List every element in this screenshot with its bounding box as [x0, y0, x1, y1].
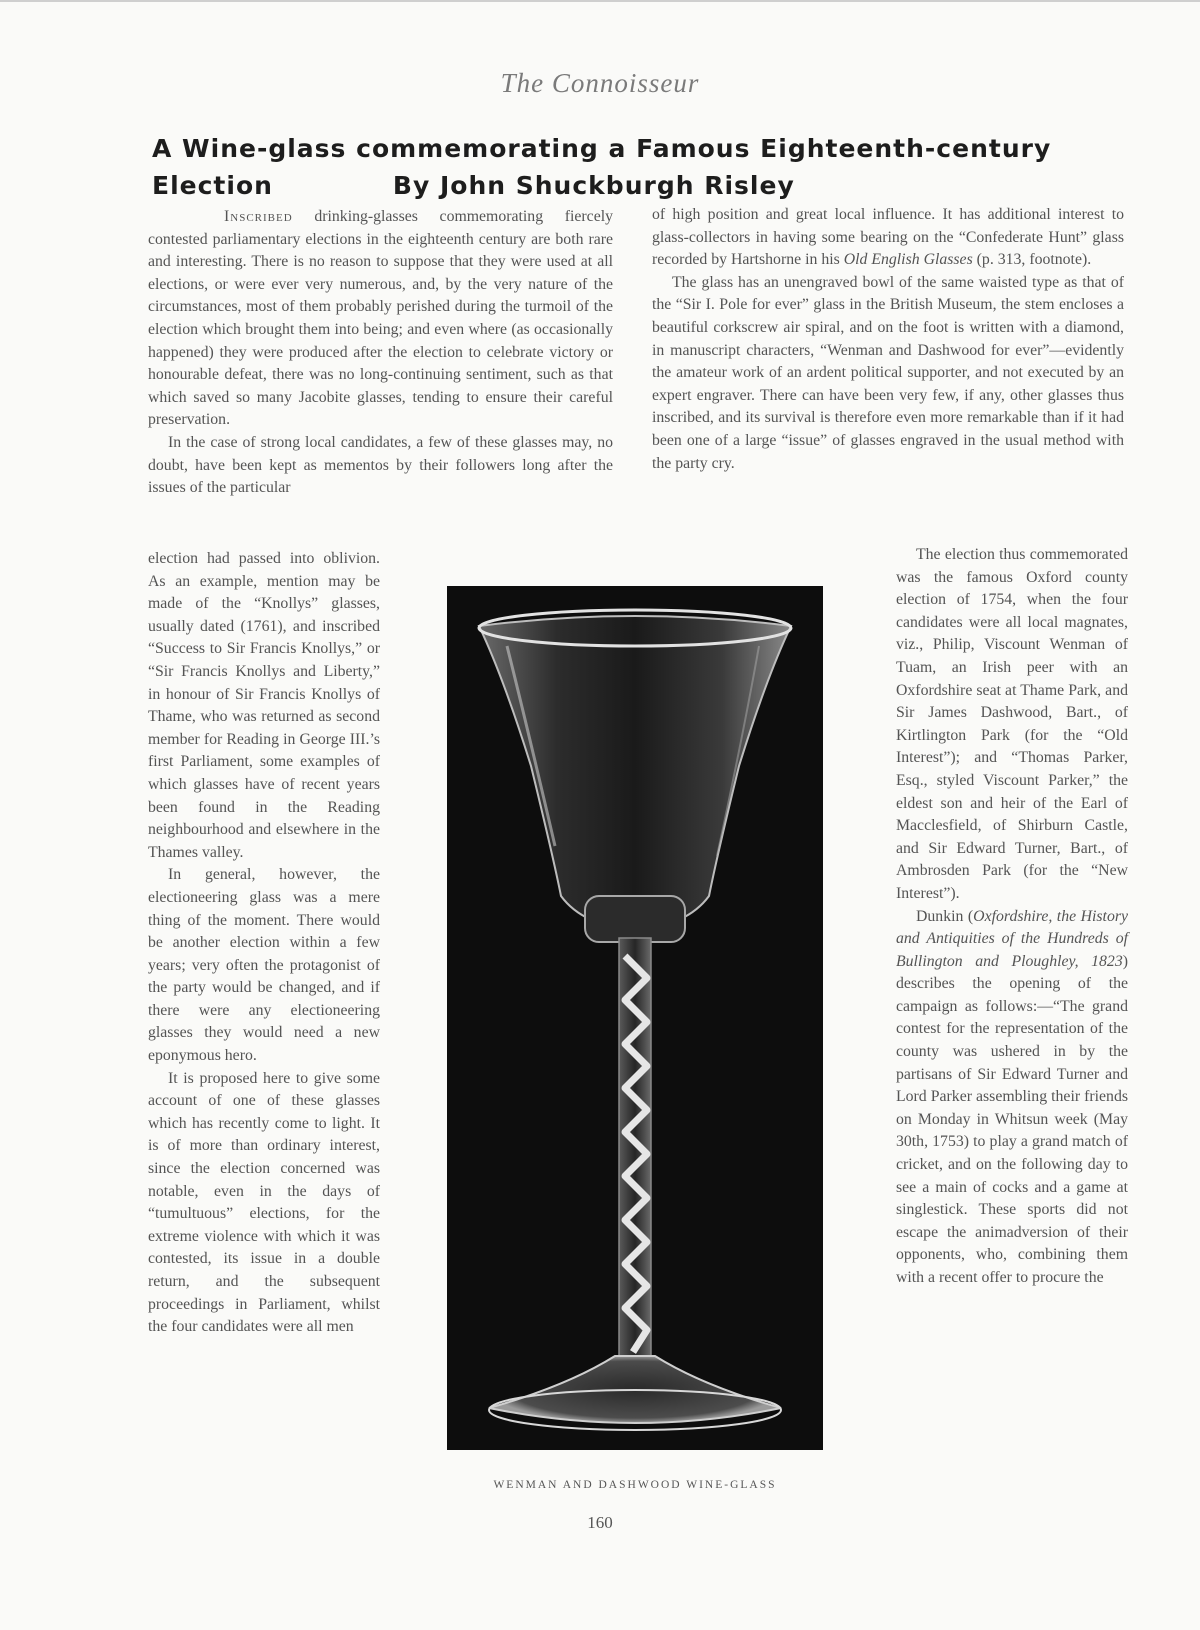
right-paragraph-2: The glass has an unengraved bowl of the same waisted type as that of the “Sir I. Pole for ever” glass in the British Museum, the stem encloses a beautiful corkscrew air spiral, and on the foot is written with a diamond, in manuscript characters, “Wenman and Dashwood for ever”—evidently the amateur work of an ardent political supporter, and not executed by an expert engraver. There can have been very few, if any, other glasses thus inscribed, and its survival is therefore even more remarkable than if it had been one of a large “issue” of glasses engraved in the usual method with the party cry.: [652, 273, 1124, 472]
figure-caption: WENMAN AND DASHWOOD WINE-GLASS: [493, 1479, 777, 1491]
right-column-lower: [896, 544, 1128, 1290]
left-paragraph-5: It is proposed here to give some account of one of these glasses which has recently come to light. It is of more than ordinary interest, since the election concerned was notable, even in the days of “tumultuous” elections, for the extreme violence with which it was contested, its issue in a double return, and the subsequent proceedings in Parliament, whilst the four candidates were all men: [148, 1069, 380, 1336]
left-paragraph-2: In the case of strong local candidates, a few of these glasses may, no doubt, have been kept as mementos by their followers long after the issues of the particular: [148, 433, 613, 497]
left-paragraph-4: In general, however, the electioneering glass was a mere thing of the moment. There would be another election within a few years; very often the protagonist of the party would be changed, and if there were any electioneering glasses they would need a new eponymous hero.: [148, 866, 380, 1065]
page-number: 160: [587, 1513, 613, 1532]
right-paragraph-1: of high position and great local influence. It has additional interest to glass-collectors in having some bearing on the “Confederate Hunt” glass recorded by Hartshorne in his Old English Glasses (p. 313, footnote).: [652, 206, 1124, 269]
glass-bowl: [479, 616, 791, 930]
bowl-base: [585, 896, 685, 942]
running-head: The Connoisseur: [500, 68, 700, 98]
title-line-2-left: Election: [152, 171, 273, 200]
book-title: Old English Glasses: [843, 251, 973, 269]
wine-glass-photo: [447, 586, 823, 1450]
page-top-rule: [0, 0, 1200, 2]
right-column-upper: [652, 204, 1124, 475]
byline: By John Shuckburgh Risley: [392, 171, 795, 200]
cited-book-title: Oxfordshire, the History and Antiquities of the Hundreds of Bullington and Ploughley, 1823: [896, 907, 1128, 970]
title-line-2: [152, 167, 1092, 204]
wine-glass-illustration: [447, 586, 823, 1450]
drop-word: Inscribed: [224, 208, 293, 225]
article-title: [152, 130, 1092, 204]
left-paragraph-3: election had passed into oblivion. As an example, mention may be made of the “Knollys” glasses, usually dated (1761), and inscribed “Success to Sir Francis Knollys,” or “Sir Francis Knollys and Liberty,” in honour of Sir Francis Knollys of Thame, who was returned as second member for Reading in George III.’s first Parliament, some examples of which glasses have of recent years been found in the Reading neighbourhood and elsewhere in the Thames valley.: [148, 550, 380, 861]
left-column-lower: [148, 548, 380, 1339]
title-line-1: A Wine-glass commemorating a Famous Eighteenth-century: [152, 134, 1052, 163]
left-column-upper: [148, 206, 613, 500]
right-paragraph-3: The election thus commemorated was the famous Oxford county election of 1754, when the four candidates were all local magnates, viz., Philip, Viscount Wenman of Tuam, an Irish peer with an Oxfordshire seat at Thame Park, and Sir James Dashwood, Bart., of Kirtlington Park (for the “Old Interest”); and “Thomas Parker, Esq., styled Viscount Parker,” the eldest son and heir of the Earl of Macclesfield, of Shirburn Castle, and Sir Edward Turner, Bart., of Ambrosden Park (for the “New Interest”).: [896, 546, 1128, 902]
right-paragraph-4: Dunkin (Oxfordshire, the History and Antiquities of the Hundreds of Bullington and Ploughley, 1823) describes the opening of the campaign as follows:—“The grand contest for the representation of the county was ushered in by the partisans of Sir Edward Turner and Lord Parker assembling their friends on Monday in Whitsun week (May 30th, 1753) to play a grand match of cricket, and on the following day to see a main of cocks and a game at singlestick. These sports did not escape the animadversion of their opponents, who, combining them with a recent offer to procure the: [896, 907, 1128, 1286]
left-paragraph-1: Inscribed drinking-glasses commemorating fiercely contested parliamentary elections in the eighteenth century are both rare and interesting. There is no reason to suppose that they were used at all elections, or were ever very numerous, and, by the very nature of the circumstances, most of them probably perished during the turmoil of the election which brought them into being; and even where (as occasionally happened) they were produced after the election to celebrate victory or honourable defeat, there was no long-continuing sentiment, such as that which saved so many Jacobite glasses, tending to ensure their careful preservation.: [148, 208, 613, 429]
